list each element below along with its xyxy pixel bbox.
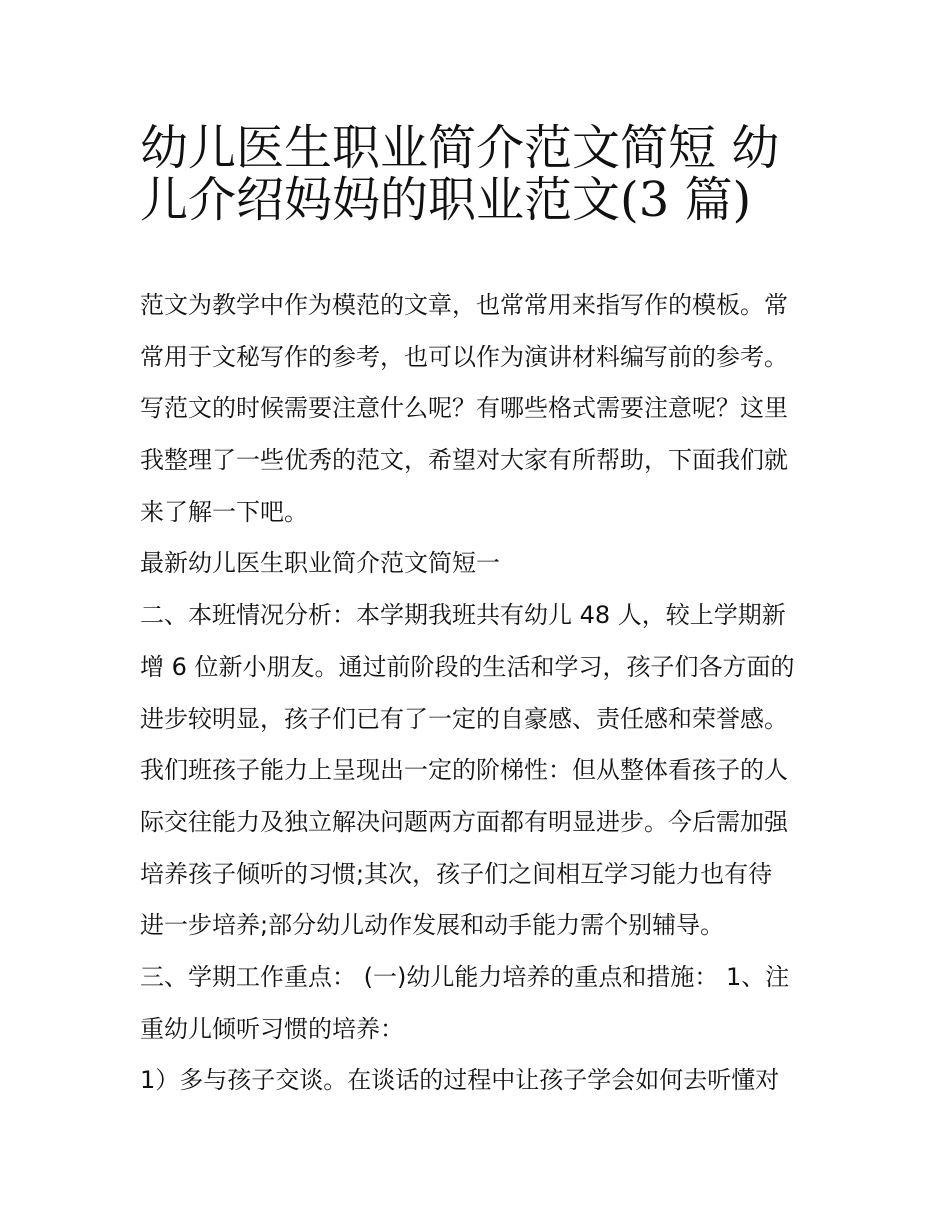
paragraph-line-2: 增 6 位新小朋友。通过前阶段的生活和学习，孩子们各方面的 xyxy=(140,652,795,681)
paragraph-line-4: 我们班孩子能力上呈现出一定的阶梯性：但从整体看孩子的人 xyxy=(140,756,788,785)
paragraph-line-3: 进步较明显，孩子们已有了一定的自豪感、责任感和荣誉感。 xyxy=(140,704,788,733)
intro-line-1: 范文为教学中作为模范的文章，也常常用来指写作的模板。常 xyxy=(140,291,788,319)
document-body xyxy=(140,280,820,1107)
document-title xyxy=(140,112,820,228)
paragraph-line-8: 三、学期工作重点： (一)幼儿能力培养的重点和措施： 1、注 xyxy=(140,962,790,991)
intro-line-2: 常用于文秘写作的参考，也可以作为演讲材料编写前的参考。 xyxy=(140,342,788,371)
section-heading: 最新幼儿医生职业简介范文简短一 xyxy=(140,549,500,578)
paragraph-line-9: 重幼儿倾听习惯的培养： xyxy=(140,1014,404,1043)
paragraph-line-1: 二、本班情况分析：本学期我班共有幼儿 48 人，较上学期新 xyxy=(140,601,786,630)
paragraph-line-10: 1）多与孩子交谈。在谈话的过程中让孩子学会如何去听懂对 xyxy=(140,1066,780,1095)
paragraph-line-7: 进一步培养;部分幼儿动作发展和动手能力需个别辅导。 xyxy=(140,911,725,940)
intro-line-4: 我整理了一些优秀的范文，希望对大家有所帮助，下面我们就 xyxy=(140,446,788,475)
title-line-1: 幼儿医生职业简介范文简短 幼 xyxy=(140,120,780,176)
intro-line-5: 来了解一下吧。 xyxy=(140,497,308,526)
intro-line-3: 写范文的时候需要注意什么呢？有哪些格式需要注意呢？这里 xyxy=(140,394,788,423)
paragraph-line-5: 际交往能力及独立解决问题两方面都有明显进步。今后需加强 xyxy=(140,807,788,836)
paragraph-line-6: 培养孩子倾听的习惯;其次，孩子们之间相互学习能力也有待 xyxy=(140,859,773,888)
title-line-2: 儿介绍妈妈的职业范文(3 篇) xyxy=(140,171,752,228)
